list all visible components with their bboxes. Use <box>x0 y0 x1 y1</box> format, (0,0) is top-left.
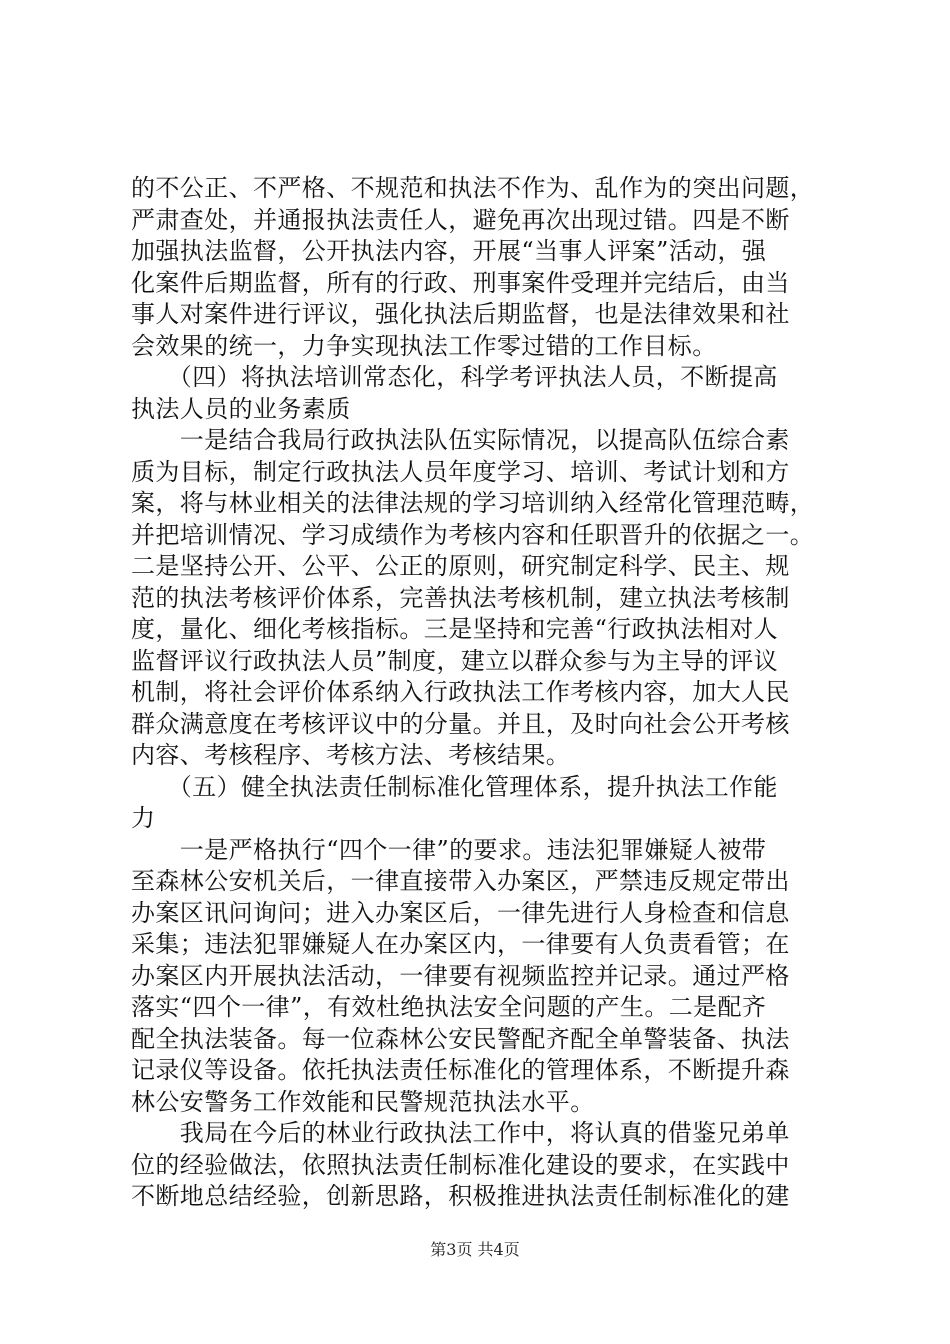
text-line: 力 <box>131 804 156 832</box>
text-line: 的不公正、不严格、不规范和执法不作为、乱作为的突出问题， <box>131 174 815 202</box>
text-line: 范的执法考核评价体系，完善执法考核机制，建立执法考核制 <box>131 583 790 612</box>
text-line: 度，量化、细化考核指标。三是坚持和完善“行政执法相对人 <box>131 615 779 643</box>
text-line: 内容、考核程序、考核方法、考核结果。 <box>131 741 571 769</box>
text-line: 监督评议行政执法人员”制度，建立以群众参与为主导的评议 <box>131 646 779 675</box>
text-line: 会效果的统一，力争实现执法工作零过错的工作目标。 <box>131 331 717 360</box>
text-line: （五）健全执法责任制标准化管理体系，提升执法工作能 <box>131 772 778 801</box>
text-line: 办案区讯问询问；进入办案区后，一律先进行人身检查和信息 <box>131 898 790 927</box>
text-line: 质为目标，制定行政执法人员年度学习、培训、考试计划和方 <box>131 457 790 486</box>
text-line: 加强执法监督，公开执法内容，开展“当事人评案”活动，强 <box>131 237 767 265</box>
text-line: 一是结合我局行政执法队伍实际情况，以提高队伍综合素 <box>131 426 790 454</box>
text-line: 机制，将社会评价体系纳入行政执法工作考核内容，加大人民 <box>131 678 790 706</box>
text-line: 化案件后期监督，所有的行政、刑事案件受理并完结后，由当 <box>131 268 790 297</box>
text-line: 记录仪等设备。依托执法责任标准化的管理体系，不断提升森 <box>131 1056 790 1084</box>
text-line: 至森林公安机关后，一律直接带入办案区，严禁违反规定带出 <box>131 867 790 895</box>
text-line: 位的经验做法，依照执法责任制标准化建设的要求，在实践中 <box>131 1150 790 1179</box>
text-line: 执法人员的业务素质 <box>131 394 351 423</box>
text-line: 群众满意度在考核评议中的分量。并且，及时向社会公开考核 <box>131 709 790 738</box>
text-line: 采集；违法犯罪嫌疑人在办案区内，一律要有人负责看管；在 <box>131 930 790 958</box>
body-text <box>131 173 831 1213</box>
text-line: （四）将执法培训常态化，科学考评执法人员，不断提高 <box>131 363 778 391</box>
text-line: 一是严格执行“四个一律”的要求。违法犯罪嫌疑人被带 <box>131 835 767 864</box>
text-line: 并把培训情况、学习成绩作为考核内容和任职晋升的依据之一。 <box>131 520 815 549</box>
text-line: 严肃查处，并通报执法责任人，避免再次出现过错。四是不断 <box>131 205 790 234</box>
text-line: 事人对案件进行评议，强化执法后期监督，也是法律效果和社 <box>131 300 790 328</box>
text-line: 林公安警务工作效能和民警规范执法水平。 <box>131 1087 595 1116</box>
page-footer: 第3页 共4页 <box>430 1240 520 1259</box>
text-line: 办案区内开展执法活动，一律要有视频监控并记录。通过严格 <box>131 961 790 990</box>
text-line: 二是坚持公开、公平、公正的原则，研究制定科学、民主、规 <box>131 552 790 580</box>
text-line: 落实“四个一律”，有效杜绝执法安全问题的产生。二是配齐 <box>131 993 767 1021</box>
text-line: 配全执法装备。每一位森林公安民警配齐配全单警装备、执法 <box>131 1024 790 1053</box>
text-line: 不断地总结经验，创新思路，积极推进执法责任制标准化的建 <box>131 1182 790 1210</box>
text-line: 案，将与林业相关的法律法规的学习培训纳入经常化管理范畴， <box>131 489 815 517</box>
text-line: 我局在今后的林业行政执法工作中，将认真的借鉴兄弟单 <box>131 1119 790 1147</box>
